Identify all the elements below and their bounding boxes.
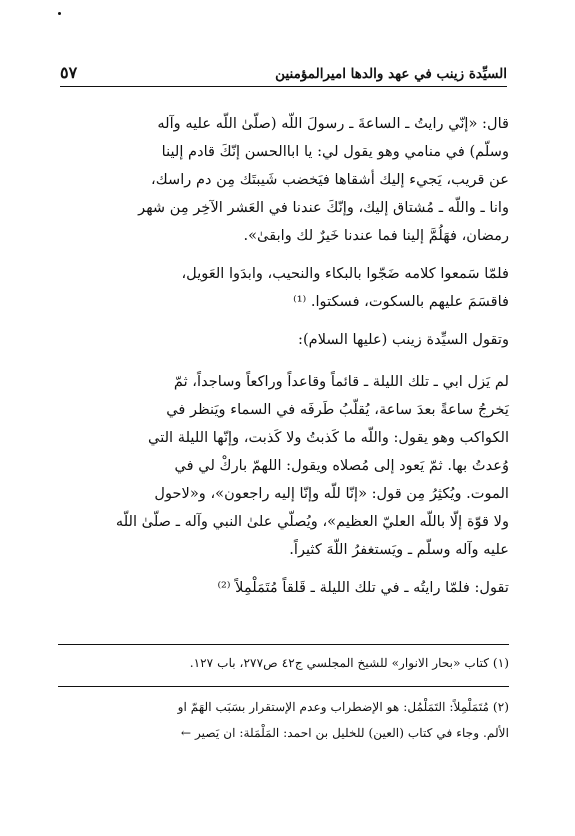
text-line: وتقول السيِّدة زينب (عليها السلام): <box>298 331 509 348</box>
text-line: فاقسَمَ عليهم بالسكوت، فسكتوا. ⁽¹⁾ <box>293 293 509 310</box>
paragraph-4 <box>66 368 509 564</box>
text-line: تقول: فلمّا رايتُه ـ في تلك الليلة ـ قَلقاً مُتَمَلْمِلاً ⁽²⁾ <box>217 579 509 596</box>
text-line: رمضان، فهَلُمَّ إلينا فما عندنا خَيرٌ لك وابقىٰ». <box>243 227 509 244</box>
footnote-2 <box>58 694 509 746</box>
main-text <box>66 110 509 602</box>
text-line: الكواكب وهو يقول: واللّه ما كَذبتُ ولا كَذبت، وإنّها الليلة التي <box>148 429 509 446</box>
footnote-1: (١) كتاب «بحار الانوار» للشيخ المجلسي ج٤٢ ص٢٧٧، باب ١٢٧. <box>189 656 509 670</box>
text-line: فلمّا سَمعوا كلامه ضَجّوا بالبكاء والنحيب، وابدَوا العَويل، <box>181 265 509 282</box>
text-line: وُعدتُ بها. ثمّ يَعود إلى مُصلاه ويقول: اللهمّ باركْ لي في <box>174 457 509 474</box>
text-line: لم يَزل ابي ـ تلك الليلة ـ قائماً وقاعداً وراكعاً وساجداً، ثمّ <box>173 373 509 390</box>
text-line: عليه وآله وسلّم ـ ويَستغفرُ اللّهَ كثيراً. <box>289 541 509 558</box>
paragraph-3 <box>66 326 509 354</box>
paragraph-1 <box>66 110 509 250</box>
text-line: يَخرجُ ساعةً بعدَ ساعة، يُقلّبُ طَرفَه في السماء ويَنظر في <box>166 401 509 418</box>
footnote-rule <box>58 644 509 645</box>
paragraph-2 <box>66 260 509 316</box>
text-line: وسلّم) في منامي وهو يقول لي: يا اباالحسن إنّكَ قادم إلينا <box>161 143 509 160</box>
paragraph-5 <box>66 574 509 602</box>
footnote-divider <box>58 686 509 687</box>
page-number: ٥٧ <box>60 63 78 82</box>
running-title: السيِّدة زينب في عهد والدها اميرالمؤمنين <box>275 66 507 82</box>
header-rule <box>60 86 507 87</box>
page-header <box>60 58 507 82</box>
text-line: وانا ـ واللّه ـ مُشتاق إليك، وإنّكَ عندنا في العَشر الآخِر مِن شهر <box>138 199 509 216</box>
stray-dot <box>58 12 61 15</box>
footnote-line: (٢) مُتَمَلْمِلاً: التَمَلْمُل: هو الإضطراب وعدم الإستقرار بسَبَب الهَمّ او <box>177 700 509 714</box>
text-line: ولا قوّة إلّا باللّه العليّ العظيم»، ويُصلّي علىٰ النبي وآله ـ صلّىٰ اللّه <box>115 513 509 530</box>
text-line: الموت. ويُكثِرُ مِن قول: «إنّا للّه وإنّا إليه راجعون»، و«لاحول <box>154 485 509 502</box>
text-line: قال: «إنّي رايتُ ـ الساعةَ ـ رسولَ اللّه (صلّىٰ اللّه عليه وآله <box>157 115 509 132</box>
text-line: عن قريب، يَجيء إليك أشقاها فيَخضب شَيبتَك مِن دم راسك، <box>151 171 509 188</box>
footnote-line: الألم. وجاء في كتاب (العين) للخليل بن احمد: المَلْمَلة: ان يَصير ← <box>180 726 509 740</box>
